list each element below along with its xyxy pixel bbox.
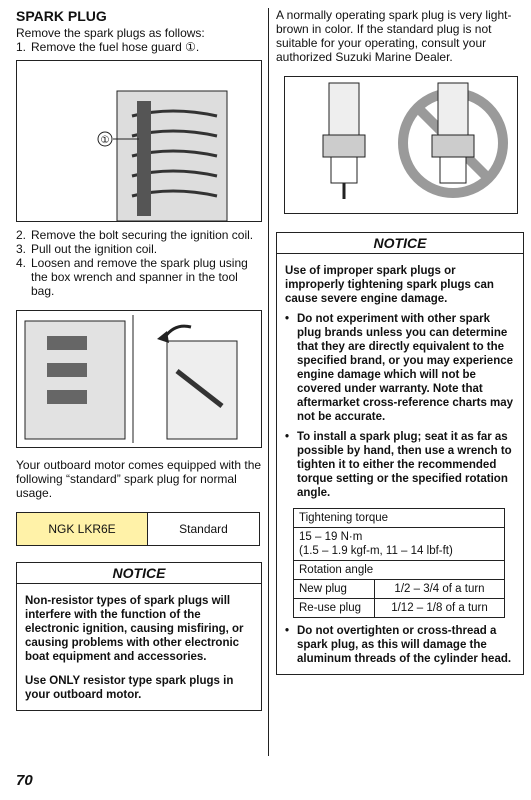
good-plug-icon (323, 83, 365, 199)
table-row (294, 599, 505, 618)
standard-plug-text: Your outboard motor comes equipped with the following “standard” spark plug for normal usage. (16, 458, 262, 500)
torque-header: Tightening torque (294, 509, 505, 528)
figure-spark-plug-comparison (284, 76, 518, 214)
notice-body (17, 584, 261, 710)
notice-heading: NOTICE (17, 563, 261, 584)
section-title: SPARK PLUG (16, 8, 107, 24)
page-number: 70 (16, 772, 33, 789)
notice-heading: NOTICE (277, 233, 523, 254)
torque-value: 15 – 19 N·m (1.5 – 1.9 kgf-m, 11 – 14 lbf-ft) (294, 528, 505, 561)
notice-bullet-2: • To install a spark plug; seat it as far as possible by hand, then use a wrench to tighten it to either the recommended torque setting or the specified rotation angle. (285, 430, 515, 500)
column-divider (268, 8, 269, 756)
step-1: 1. Remove the fuel hose guard ①. (16, 40, 200, 54)
step-4: 4. Loosen and remove the spark plug using the box wrench and spanner in the tool bag. (16, 256, 248, 298)
notice-lead: Use of improper spark plugs or improperly tightening spark plugs can cause severe engine damage. (285, 265, 494, 305)
table-row (294, 580, 505, 599)
bad-plug-icon (403, 83, 503, 193)
notice-box-right (276, 232, 524, 675)
torque-table (293, 508, 505, 618)
notice-bullet-1: • Do not experiment with other spark plug brands unless you can determine that they are directly equivalent to the specified brand, or you may experience engine damage which will not be covered under warranty. Note that aftermarket cross-reference charts may not be accurate. (285, 312, 515, 424)
row-label: New plug (294, 580, 375, 599)
plug-label: Standard (148, 513, 260, 546)
engine-illustration-1 (17, 61, 261, 221)
row-label: Re-use plug (294, 599, 375, 618)
step-list-2 (16, 228, 262, 298)
step-list-1 (16, 40, 262, 54)
notice-paragraph-2: Use ONLY resistor type spark plugs in your outboard motor. (25, 675, 234, 701)
figure-spark-plug-removal (16, 310, 262, 448)
callout-1: ① (100, 135, 110, 146)
engine-illustration-2 (17, 311, 261, 447)
notice-bullet-3: • Do not overtighten or cross-thread a spark plug, as this will damage the aluminum threads of the cylinder head. (285, 624, 515, 666)
figure-fuel-hose-guard (16, 60, 262, 222)
intro-text: Remove the spark plugs as follows: (16, 26, 205, 40)
plug-row (17, 513, 260, 546)
plug-color-text: A normally operating spark plug is very light-brown in color. If the standard plug is not suitable for your operating, consult your authorized Suzuki Marine Dealer. (276, 8, 512, 64)
row-value: 1/2 – 3/4 of a turn (375, 580, 505, 599)
right-column (276, 8, 524, 675)
notice-body (277, 254, 523, 674)
step-2: 2. Remove the bolt securing the ignition coil. (16, 228, 254, 242)
row-value: 1/12 – 1/8 of a turn (375, 599, 505, 618)
rotation-header: Rotation angle (294, 561, 505, 580)
notice-paragraph-1: Non-resistor types of spark plugs will interfere with the function of the electronic ignition, causing misfiring, or causing problems with other electronic boat equipment and accessories. (25, 595, 244, 663)
left-column (16, 8, 262, 711)
step-3: 3. Pull out the ignition coil. (16, 242, 158, 256)
spark-plug-illustration (285, 77, 517, 213)
notice-box-left (16, 562, 262, 711)
plug-model: NGK LKR6E (17, 513, 148, 546)
standard-plug-table (16, 512, 260, 546)
